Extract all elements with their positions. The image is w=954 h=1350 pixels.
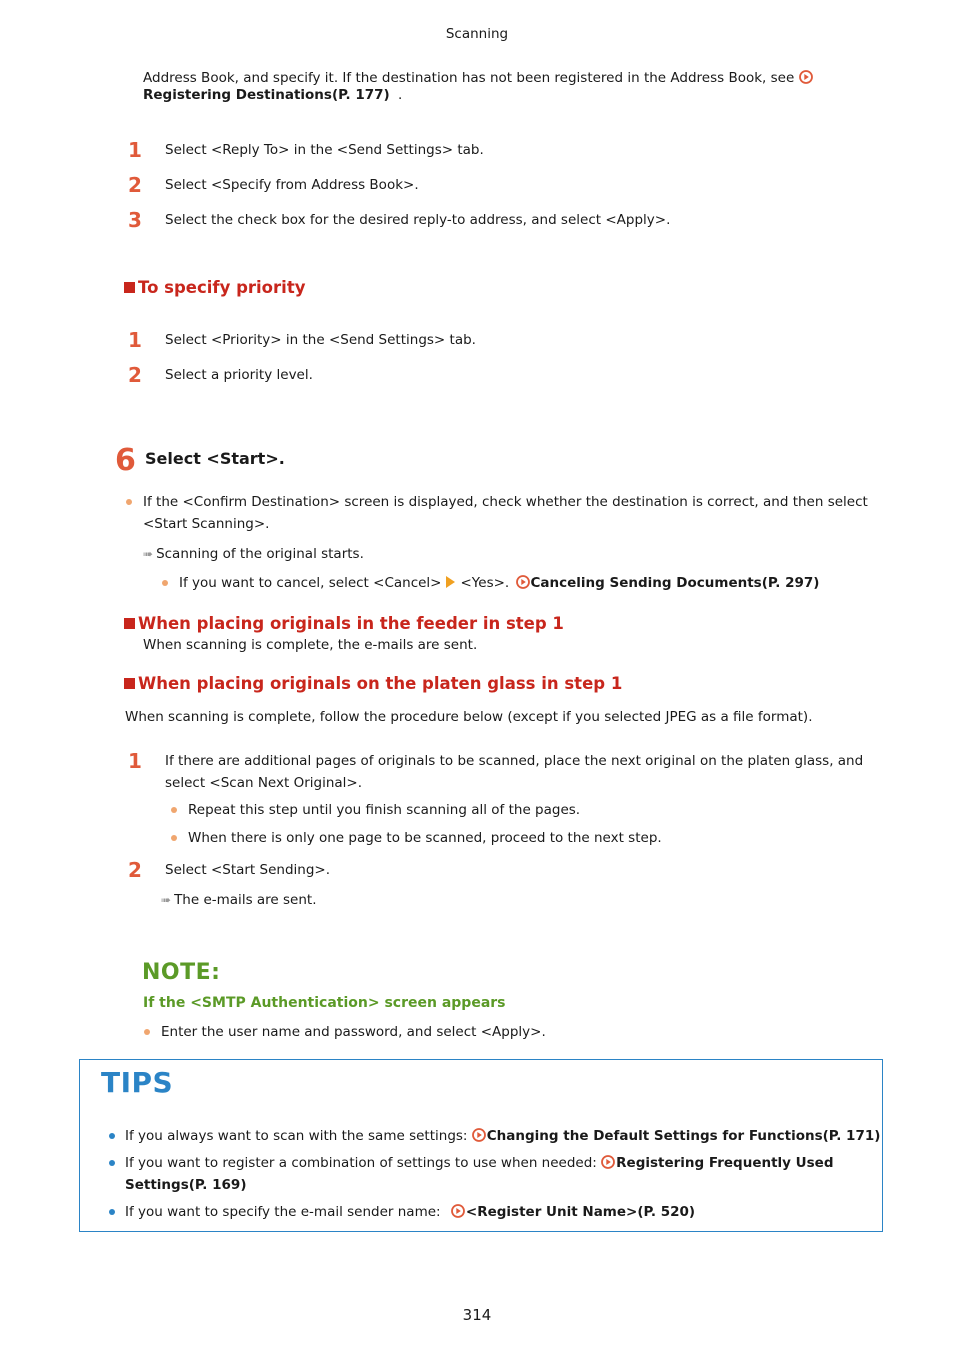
- step-title: Select <Start>.: [145, 449, 285, 468]
- intro-link-line: [143, 84, 402, 106]
- tips-item: [125, 1152, 834, 1174]
- step-text: select <Scan Next Original>.: [165, 775, 362, 791]
- feeder-heading: When placing originals in the feeder in step 1: [138, 614, 564, 633]
- bullet-icon: [109, 1133, 115, 1139]
- step-number: 2: [128, 858, 142, 882]
- bullet-icon: [171, 835, 177, 841]
- bullet-icon: [109, 1209, 115, 1215]
- bullet-text: <Start Scanning>.: [143, 516, 270, 532]
- register-unit-name-link[interactable]: <Register Unit Name>(P. 520): [465, 1204, 696, 1220]
- registering-frequently-used-link[interactable]: Registering Frequently Used: [616, 1155, 834, 1171]
- intro-tail: .: [398, 87, 403, 103]
- triangle-arrow-icon: [446, 576, 455, 588]
- bullet-text: When there is only one page to be scanned, proceed to the next step.: [188, 830, 662, 846]
- step-number: 3: [128, 208, 142, 232]
- step-number: 6: [115, 443, 136, 478]
- feeder-text: When scanning is complete, the e-mails are sent.: [143, 637, 478, 653]
- result-text: The e-mails are sent.: [174, 892, 317, 908]
- yes-text: <Yes>.: [460, 575, 510, 591]
- changing-default-settings-link[interactable]: Changing the Default Settings for Functions(P. 171): [486, 1128, 881, 1144]
- bullet-icon: [109, 1160, 115, 1166]
- cancel-bullet: [179, 572, 819, 594]
- step-text: Select the check box for the desired reply-to address, and select <Apply>.: [165, 212, 671, 228]
- bullet-icon: [162, 580, 168, 586]
- step-text: Select <Reply To> in the <Send Settings> tab.: [165, 142, 484, 158]
- step-number: 1: [128, 749, 142, 773]
- bullet-icon: [126, 499, 132, 505]
- step-number: 2: [128, 363, 142, 387]
- step-number: 2: [128, 173, 142, 197]
- tips-item-text: If you want to specify the e-mail sender name:: [125, 1204, 441, 1220]
- result-line: [143, 543, 364, 565]
- link-arrow-icon: [451, 1204, 465, 1218]
- platen-intro: When scanning is complete, follow the procedure below (except if you selected JPEG as a file format).: [125, 709, 813, 725]
- square-bullet-icon: [124, 282, 135, 293]
- tips-item-text: If you always want to scan with the same settings:: [125, 1128, 468, 1144]
- link-arrow-icon: [516, 575, 530, 589]
- cancel-text: If you want to cancel, select <Cancel>: [179, 575, 442, 591]
- step-number: 1: [128, 328, 142, 352]
- tips-title: TIPS: [101, 1066, 174, 1099]
- intro-line: Address Book, and specify it. If the destination has not been registered in the Address Book, see: [143, 70, 795, 86]
- result-line: [161, 889, 317, 911]
- note-bullet: Enter the user name and password, and select <Apply>.: [161, 1024, 546, 1040]
- section-heading: [124, 613, 564, 635]
- note-subtitle: If the <SMTP Authentication> screen appears: [143, 995, 506, 1011]
- step-text: Select <Specify from Address Book>.: [165, 177, 419, 193]
- bullet-icon: [171, 807, 177, 813]
- result-arrow-icon: ➠: [143, 547, 154, 561]
- tips-item: [125, 1125, 880, 1147]
- bullet-icon: [144, 1029, 150, 1035]
- platen-heading: When placing originals on the platen glass in step 1: [138, 674, 623, 693]
- step-text: If there are additional pages of originals to be scanned, place the next original on the platen glass, and: [165, 753, 864, 769]
- canceling-sending-link[interactable]: Canceling Sending Documents(P. 297): [530, 575, 820, 591]
- link-arrow-icon: [472, 1128, 486, 1142]
- registering-frequently-used-link-cont[interactable]: Settings(P. 169): [125, 1177, 247, 1193]
- tips-item: [125, 1201, 695, 1223]
- step-text: Select <Start Sending>.: [165, 862, 330, 878]
- priority-heading: To specify priority: [138, 278, 306, 297]
- section-heading: [124, 277, 305, 299]
- step-number: 1: [128, 138, 142, 162]
- tips-item-text: If you want to register a combination of settings to use when needed:: [125, 1155, 597, 1171]
- link-arrow-icon: [799, 70, 813, 84]
- result-arrow-icon: ➠: [161, 893, 172, 907]
- bullet-text: Repeat this step until you finish scanning all of the pages.: [188, 802, 581, 818]
- link-arrow-icon: [601, 1155, 615, 1169]
- registering-destinations-link[interactable]: Registering Destinations(P. 177): [143, 87, 390, 103]
- bullet-text: If the <Confirm Destination> screen is displayed, check whether the destination is correct, and then select: [143, 494, 868, 510]
- result-text: Scanning of the original starts.: [156, 546, 364, 562]
- note-title: NOTE:: [142, 960, 221, 985]
- step-text: Select <Priority> in the <Send Settings> tab.: [165, 332, 476, 348]
- page-number: 314: [462, 1306, 492, 1324]
- square-bullet-icon: [124, 618, 135, 629]
- running-header: Scanning: [445, 26, 509, 42]
- square-bullet-icon: [124, 678, 135, 689]
- section-heading: [124, 673, 622, 695]
- step-text: Select a priority level.: [165, 367, 313, 383]
